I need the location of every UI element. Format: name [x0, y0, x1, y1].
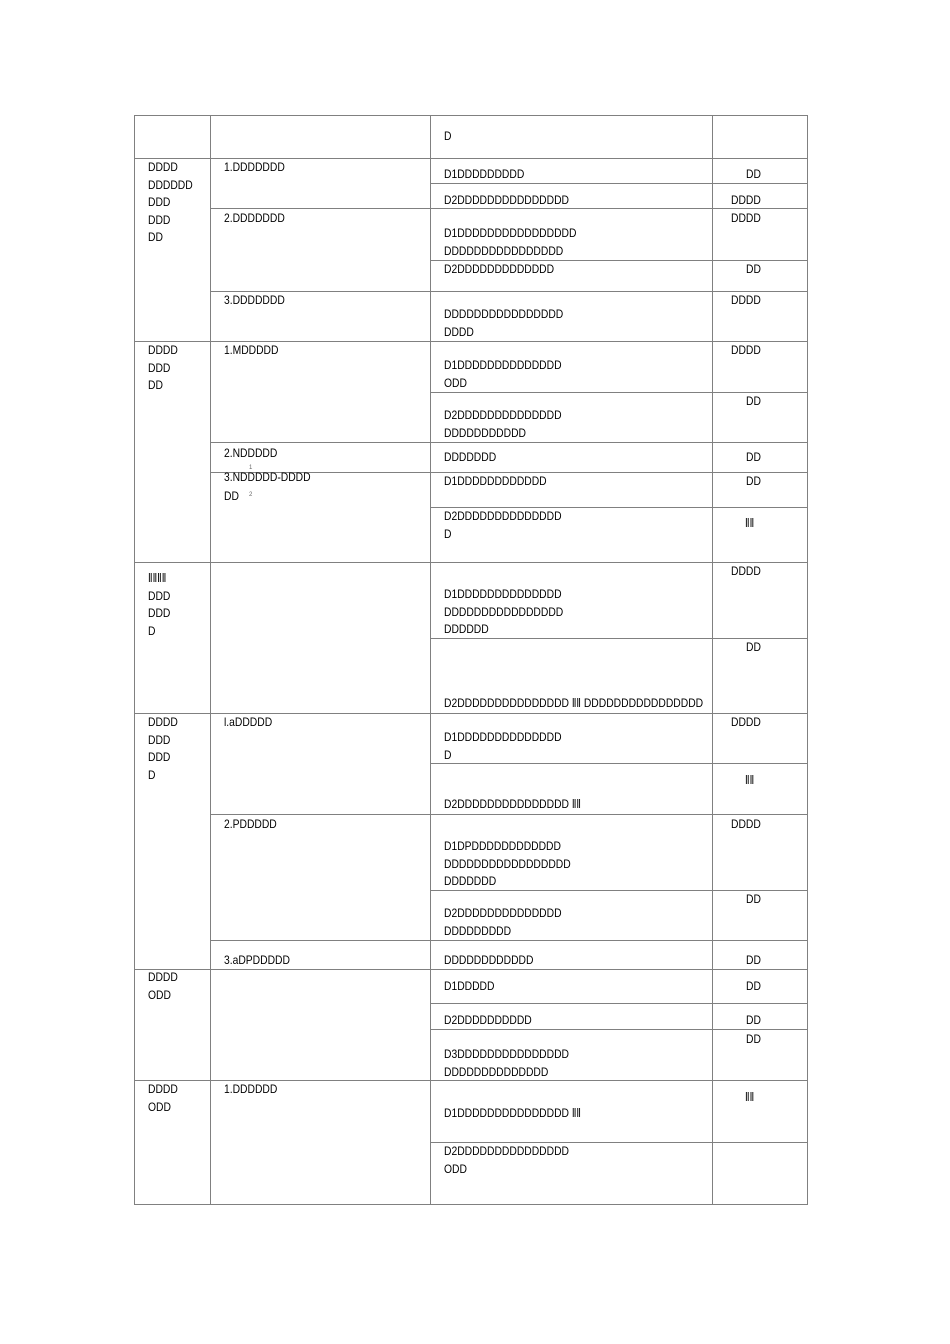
criterion-title: l.aDDDDD: [224, 715, 273, 729]
requirement-text: D2DDDDDDDDDD: [444, 1013, 532, 1027]
table-rule-horizontal: [210, 291, 808, 292]
table-rule-vertical: [210, 115, 211, 1205]
score-value: DDDD: [731, 343, 761, 357]
criterion-title: 1.DDDDDDD: [224, 160, 285, 174]
score-value: DDDD: [731, 817, 761, 831]
score-value: ⅡⅡ: [745, 516, 755, 530]
criterion-title: 1.DDDDDD: [224, 1082, 278, 1096]
requirement-text: D1DDDDDDDDDDDDDD ODD: [444, 358, 562, 390]
score-value: DD: [746, 892, 761, 906]
score-value: DDDD: [731, 715, 761, 729]
requirement-text: D1DDDDDDDDDDDDDD D: [444, 730, 562, 762]
section-label: DDDD DDD DDD D: [148, 715, 178, 782]
requirement-text: D3DDDDDDDDDDDDDDD DDDDDDDDDDDDDD: [444, 1047, 569, 1079]
footnote-mark: 1: [249, 465, 253, 471]
requirement-text: D1DDDDDDDDDDDDDDDD DDDDDDDDDDDDDDDD: [444, 226, 577, 258]
score-value: DD: [746, 474, 761, 488]
requirement-text: DDDDDDDDDDDDDDDD DDDD: [444, 307, 564, 339]
criterion-title: 3.aDPDDDDD: [224, 953, 290, 967]
table-rule-horizontal: [134, 115, 808, 116]
table-rule-vertical: [134, 115, 135, 1205]
requirement-text: D1DDDDDDDDDDDDDD DDDDDDDDDDDDDDDD DDDDDD: [444, 587, 564, 636]
table-rule-horizontal: [210, 442, 808, 443]
requirement-text: D2DDDDDDDDDDDDDD DDDDDDDDDDD: [444, 408, 562, 440]
section-label: DDDD ODD: [148, 1082, 178, 1114]
requirement-text: D1DDDDDDDDD: [444, 167, 525, 181]
table-rule-horizontal: [134, 1204, 808, 1205]
requirement-text: D2DDDDDDDDDDDDDD DDDDDDDDD: [444, 906, 562, 938]
requirement-text: D1DDDDD: [444, 979, 495, 993]
requirement-text: D2DDDDDDDDDDDDD: [444, 262, 555, 276]
footnote-mark: 2: [249, 492, 253, 498]
table-rule-vertical: [712, 115, 713, 1205]
section-label: DDDD DDD DD: [148, 343, 178, 392]
table-rule-vertical: [807, 115, 808, 1205]
requirement-text: D2DDDDDDDDDDDDDDD ⅡⅡ DDDDDDDDDDDDDDDD: [444, 696, 704, 710]
requirement-text: D2DDDDDDDDDDDDDD D: [444, 509, 562, 541]
requirement-text: D1DDDDDDDDDDDDDDD ⅡⅡ: [444, 1106, 581, 1120]
score-value: DD: [746, 167, 761, 181]
score-value: DD: [746, 953, 761, 967]
requirement-text: D1DPDDDDDDDDDDDD DDDDDDDDDDDDDDDDD DDDDDDD: [444, 839, 571, 888]
score-value: DD: [746, 262, 761, 276]
score-value: ⅡⅡ: [745, 1090, 755, 1104]
requirement-text: DDDDDDD: [444, 450, 497, 464]
requirement-text: DDDDDDDDDDDD: [444, 953, 534, 967]
section-label: DDDD DDDDDD DDD DDD DD: [148, 160, 193, 244]
score-value: DDDD: [731, 564, 761, 578]
table-rule-horizontal: [210, 814, 808, 815]
table-rule-vertical: [430, 115, 431, 1205]
criterion-title: 2.NDDDDD: [224, 446, 278, 460]
score-value: DD: [746, 450, 761, 464]
score-value: DD: [746, 1032, 761, 1046]
requirement-text: D1DDDDDDDDDDDD: [444, 474, 547, 488]
table-rule-horizontal: [210, 940, 808, 941]
section-label: DDDD ODD: [148, 970, 178, 1002]
score-value: DD: [746, 640, 761, 654]
table-rule-horizontal: [134, 562, 808, 563]
score-value: ⅡⅡ: [745, 773, 755, 787]
score-value: DD: [746, 979, 761, 993]
score-value: DDDD: [731, 211, 761, 225]
table-rule-horizontal: [430, 1003, 808, 1004]
header-cell-3: D: [444, 129, 452, 143]
criterion-title: 1.MDDDDD: [224, 343, 279, 357]
score-value: DDDD: [731, 293, 761, 307]
criterion-title: 3.DDDDDDD: [224, 293, 285, 307]
requirement-text: D2DDDDDDDDDDDDDDD: [444, 193, 569, 207]
requirement-text: D2DDDDDDDDDDDDDDD ODD: [444, 1144, 569, 1176]
score-value: DDDD: [731, 193, 761, 207]
requirement-text: D2DDDDDDDDDDDDDDD ⅡⅡ: [444, 797, 581, 811]
score-value: DD: [746, 1013, 761, 1027]
criterion-title: 2.DDDDDDD: [224, 211, 285, 225]
score-value: DD: [746, 394, 761, 408]
criterion-title: 3.NDDDDD-DDDD DD: [224, 470, 311, 503]
criterion-title: 2.PDDDDD: [224, 817, 277, 831]
section-label: ⅡⅡⅡⅡ DDD DDD D: [148, 571, 171, 638]
